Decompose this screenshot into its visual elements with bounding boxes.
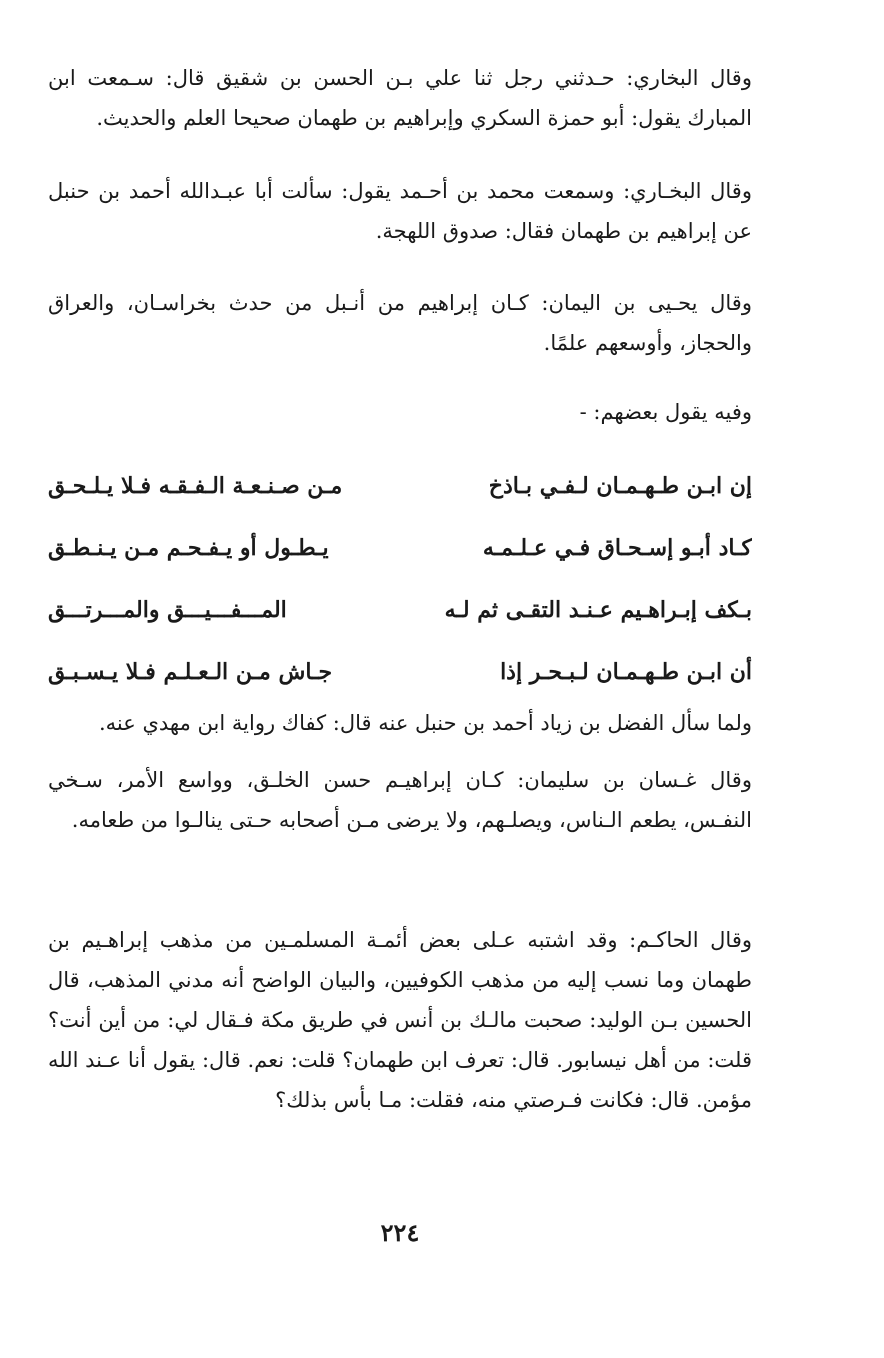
verse-second-hemistich: المـــفـــيـــق والمـــرتـــق xyxy=(48,597,287,623)
poem-verse xyxy=(48,524,752,586)
poem xyxy=(48,462,752,710)
paragraph-poem-intro: وفيه يقول بعضهم: - xyxy=(579,400,752,424)
verse-first-hemistich: بـكف إبـراهـيم عـنـد التقـى ثم لـه xyxy=(444,597,752,623)
poem-verse xyxy=(48,648,752,710)
page-number: ٢٢٤ xyxy=(380,1218,420,1247)
poem-verse xyxy=(48,462,752,524)
book-page xyxy=(48,58,752,1338)
paragraph-ghassan: وقال غـسان بن سليمان: كـان إبراهيـم حسن الخلـق، وواسع الأمر، سـخي النفـس، يطعم الـناس، ويصلـهم، ولا يرضى مـن أصحابه حـتى ينالـوا من طعامه. xyxy=(48,768,752,832)
verse-second-hemistich: جـاش مـن الـعـلـم فـلا يـسـبـق xyxy=(48,659,333,685)
paragraph-fadl: ولما سأل الفضل بن زياد أحمد بن حنبل عنه قال: كفاك رواية ابن مهدي عنه. xyxy=(99,711,752,735)
paragraph-bukhari-1: وقال البخاري: حـدثني رجل ثنا علي بـن الحسن بن شقيق قال: سـمعت ابن المبارك يقول: أبو حمزة السكري وإبراهيم بن طهمان صحيحا العلم والحديث. xyxy=(48,66,752,130)
paragraph-hakim: وقال الحاكـم: وقد اشتبه عـلى بعض أئمـة المسلمـين من مذهب إبراهـيم بن طهمان وما نسب إليه من مذهب الكوفيين، والبيان الواضح أنه مدني المذهب، قال الحسين بـن الوليد: صحبت مالـك بن أنس في طريق مكة فـقال لي: من أين أنت؟ قلت: من أهل نيسابور. قال: تعرف ابن طهمان؟ قلت: نعم. قال: يقول أنا عـند الله مؤمن. قال: فكانت فـرصتي منه، فقلت: مـا بأس بذلك؟ xyxy=(48,928,752,1112)
paragraph-yahya: وقال يحـيى بن اليمان: كـان إبراهيم من أنـبل من حدث بخراسـان، والعراق والحجاز، وأوسعهم علمًا. xyxy=(48,291,752,355)
verse-first-hemistich: إن ابـن طـهـمـان لـفـي بـاذخ xyxy=(488,473,752,499)
poem-verse xyxy=(48,586,752,648)
verse-second-hemistich: مـن صـنـعـة الـفـقـه فـلا يـلـحـق xyxy=(48,473,343,499)
paragraph-bukhari-2: وقال البخـاري: وسمعت محمد بن أحـمد يقول: سألت أبا عبـدالله أحمد بن حنبل عن إبراهيم بن طهمان فقال: صدوق اللهجة. xyxy=(48,179,752,243)
verse-first-hemistich: أن ابـن طـهـمـان لـبـحـر إذا xyxy=(500,659,752,685)
verse-first-hemistich: كـاد أبـو إسـحـاق فـي عـلـمـه xyxy=(482,535,752,561)
verse-second-hemistich: يـطـول أو يـفـحـم مـن يـنـطـق xyxy=(48,535,329,561)
